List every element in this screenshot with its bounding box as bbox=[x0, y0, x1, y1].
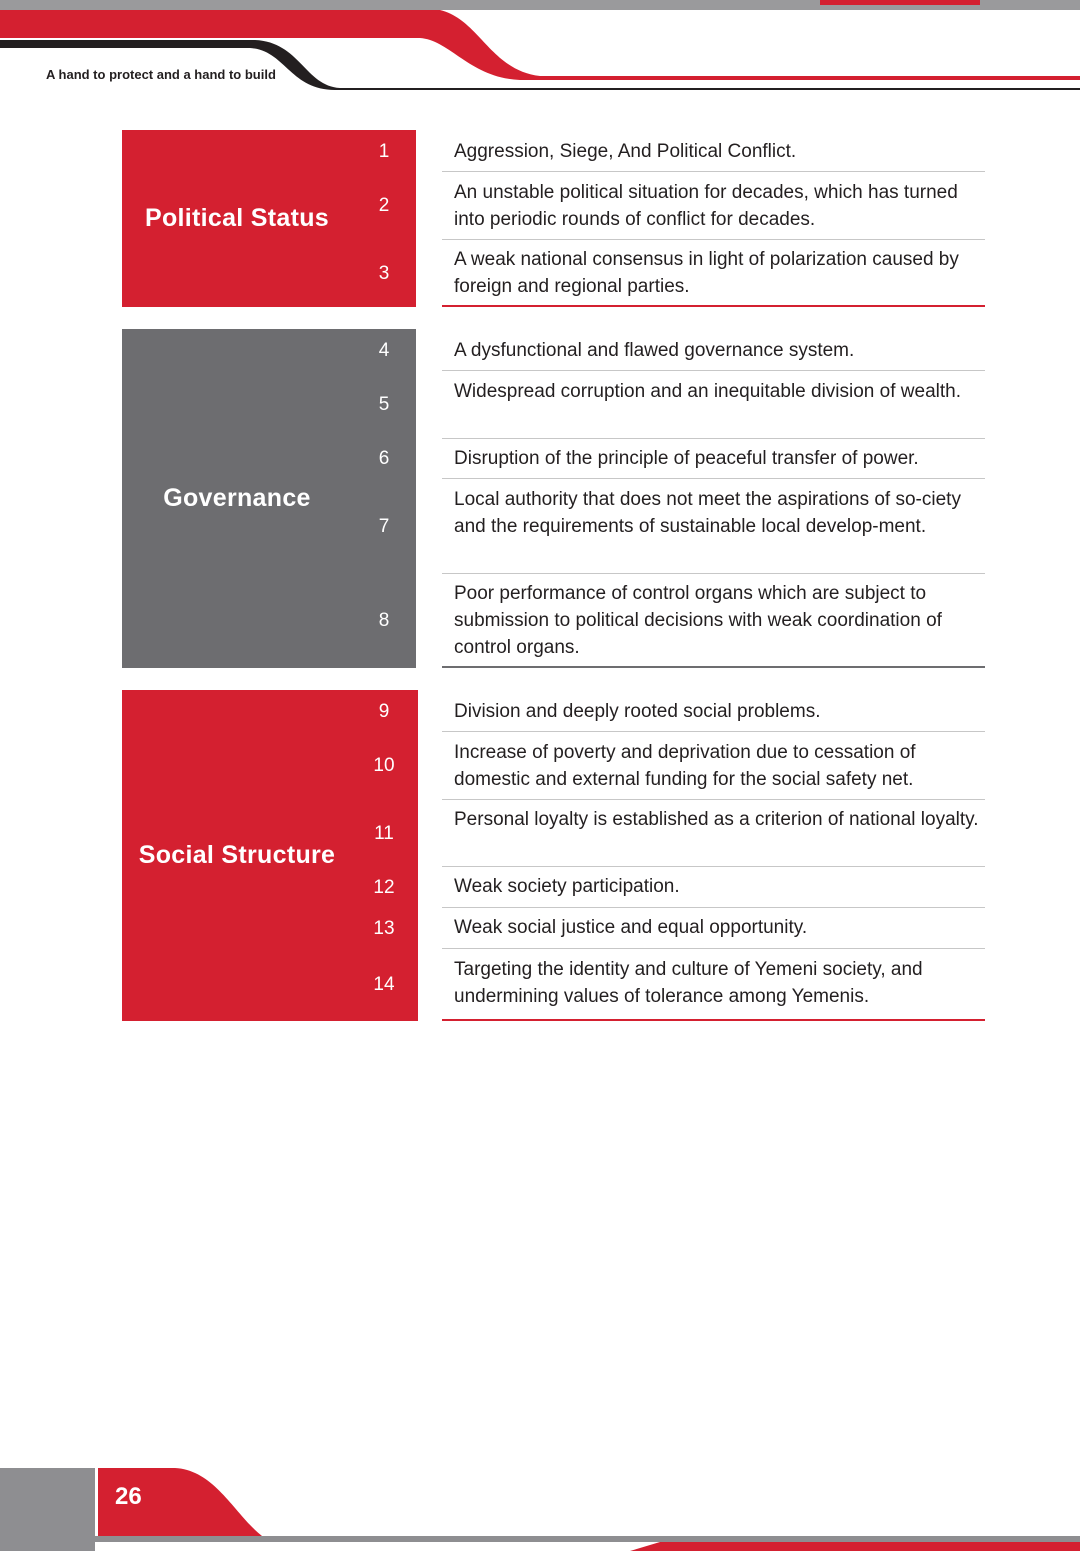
row-text: Increase of poverty and deprivation due to cessation of domestic and external funding for the social safety net. bbox=[454, 742, 916, 790]
category-box-governance bbox=[122, 329, 416, 668]
section-political-status bbox=[122, 130, 985, 307]
row-number: 12 bbox=[373, 877, 395, 898]
row-text: Aggression, Siege, And Political Conflict. bbox=[454, 141, 797, 162]
row-text: Personal loyalty is established as a criterion of national loyalty. bbox=[454, 809, 979, 830]
row-number: 8 bbox=[378, 610, 390, 631]
category-title: Social Structure bbox=[138, 841, 336, 869]
list-item bbox=[442, 949, 985, 1021]
row-number: 1 bbox=[378, 141, 390, 162]
row-number: 7 bbox=[378, 516, 390, 537]
list-item bbox=[442, 172, 985, 240]
list-item bbox=[442, 439, 985, 479]
row-text: An unstable political situation for decades, which has turned into periodic rounds of conflict for decades. bbox=[454, 182, 958, 230]
list-item bbox=[442, 371, 985, 439]
row-number: 11 bbox=[374, 823, 394, 844]
list-item bbox=[442, 240, 985, 307]
row-text: A dysfunctional and flawed governance system. bbox=[454, 340, 855, 361]
header-tagline: A hand to protect and a hand to build bbox=[46, 67, 276, 82]
row-number: 9 bbox=[378, 701, 390, 722]
row-number: 6 bbox=[378, 448, 390, 469]
row-number: 2 bbox=[378, 195, 390, 216]
list-item bbox=[442, 867, 985, 908]
row-number: 13 bbox=[373, 918, 395, 939]
row-text: A weak national consensus in light of polarization caused by foreign and regional parties. bbox=[454, 249, 959, 297]
list-item bbox=[442, 130, 985, 172]
list-item bbox=[442, 329, 985, 371]
category-box-political-status bbox=[122, 130, 416, 307]
row-number: 3 bbox=[378, 263, 390, 284]
row-number: 5 bbox=[378, 394, 390, 415]
row-number: 14 bbox=[373, 974, 395, 995]
footer-swoosh-graphic bbox=[0, 1460, 1080, 1551]
row-text: Targeting the identity and culture of Yemeni society, and undermining values of tolerance among Yemenis. bbox=[454, 959, 923, 1007]
row-number: 4 bbox=[378, 340, 390, 361]
row-text: Weak society participation. bbox=[454, 876, 680, 897]
category-title: Governance bbox=[163, 484, 311, 512]
row-text: Poor performance of control organs which are subject to submission to political decisions with weak coordination of control organs. bbox=[454, 583, 942, 658]
row-text: Weak social justice and equal opportunity. bbox=[454, 917, 808, 938]
category-box-social-structure bbox=[122, 690, 418, 1021]
page-number: 26 bbox=[115, 1483, 142, 1510]
list-item bbox=[442, 908, 985, 949]
list-item bbox=[442, 479, 985, 574]
row-text: Disruption of the principle of peaceful transfer of power. bbox=[454, 448, 919, 469]
list-item bbox=[442, 800, 985, 867]
category-title: Political Status bbox=[144, 204, 329, 232]
row-text: Local authority that does not meet the aspirations of so-ciety and the requirements of sustainable local develop-ment. bbox=[454, 489, 961, 537]
list-item bbox=[442, 732, 985, 800]
row-text: Division and deeply rooted social problems. bbox=[454, 701, 821, 722]
header-swoosh-graphic bbox=[0, 0, 1080, 100]
list-item bbox=[442, 574, 985, 668]
section-social-structure bbox=[122, 690, 985, 1021]
list-item bbox=[442, 690, 985, 732]
row-number: 10 bbox=[373, 755, 395, 776]
row-text: Widespread corruption and an inequitable division of wealth. bbox=[454, 381, 961, 402]
section-governance bbox=[122, 329, 985, 668]
